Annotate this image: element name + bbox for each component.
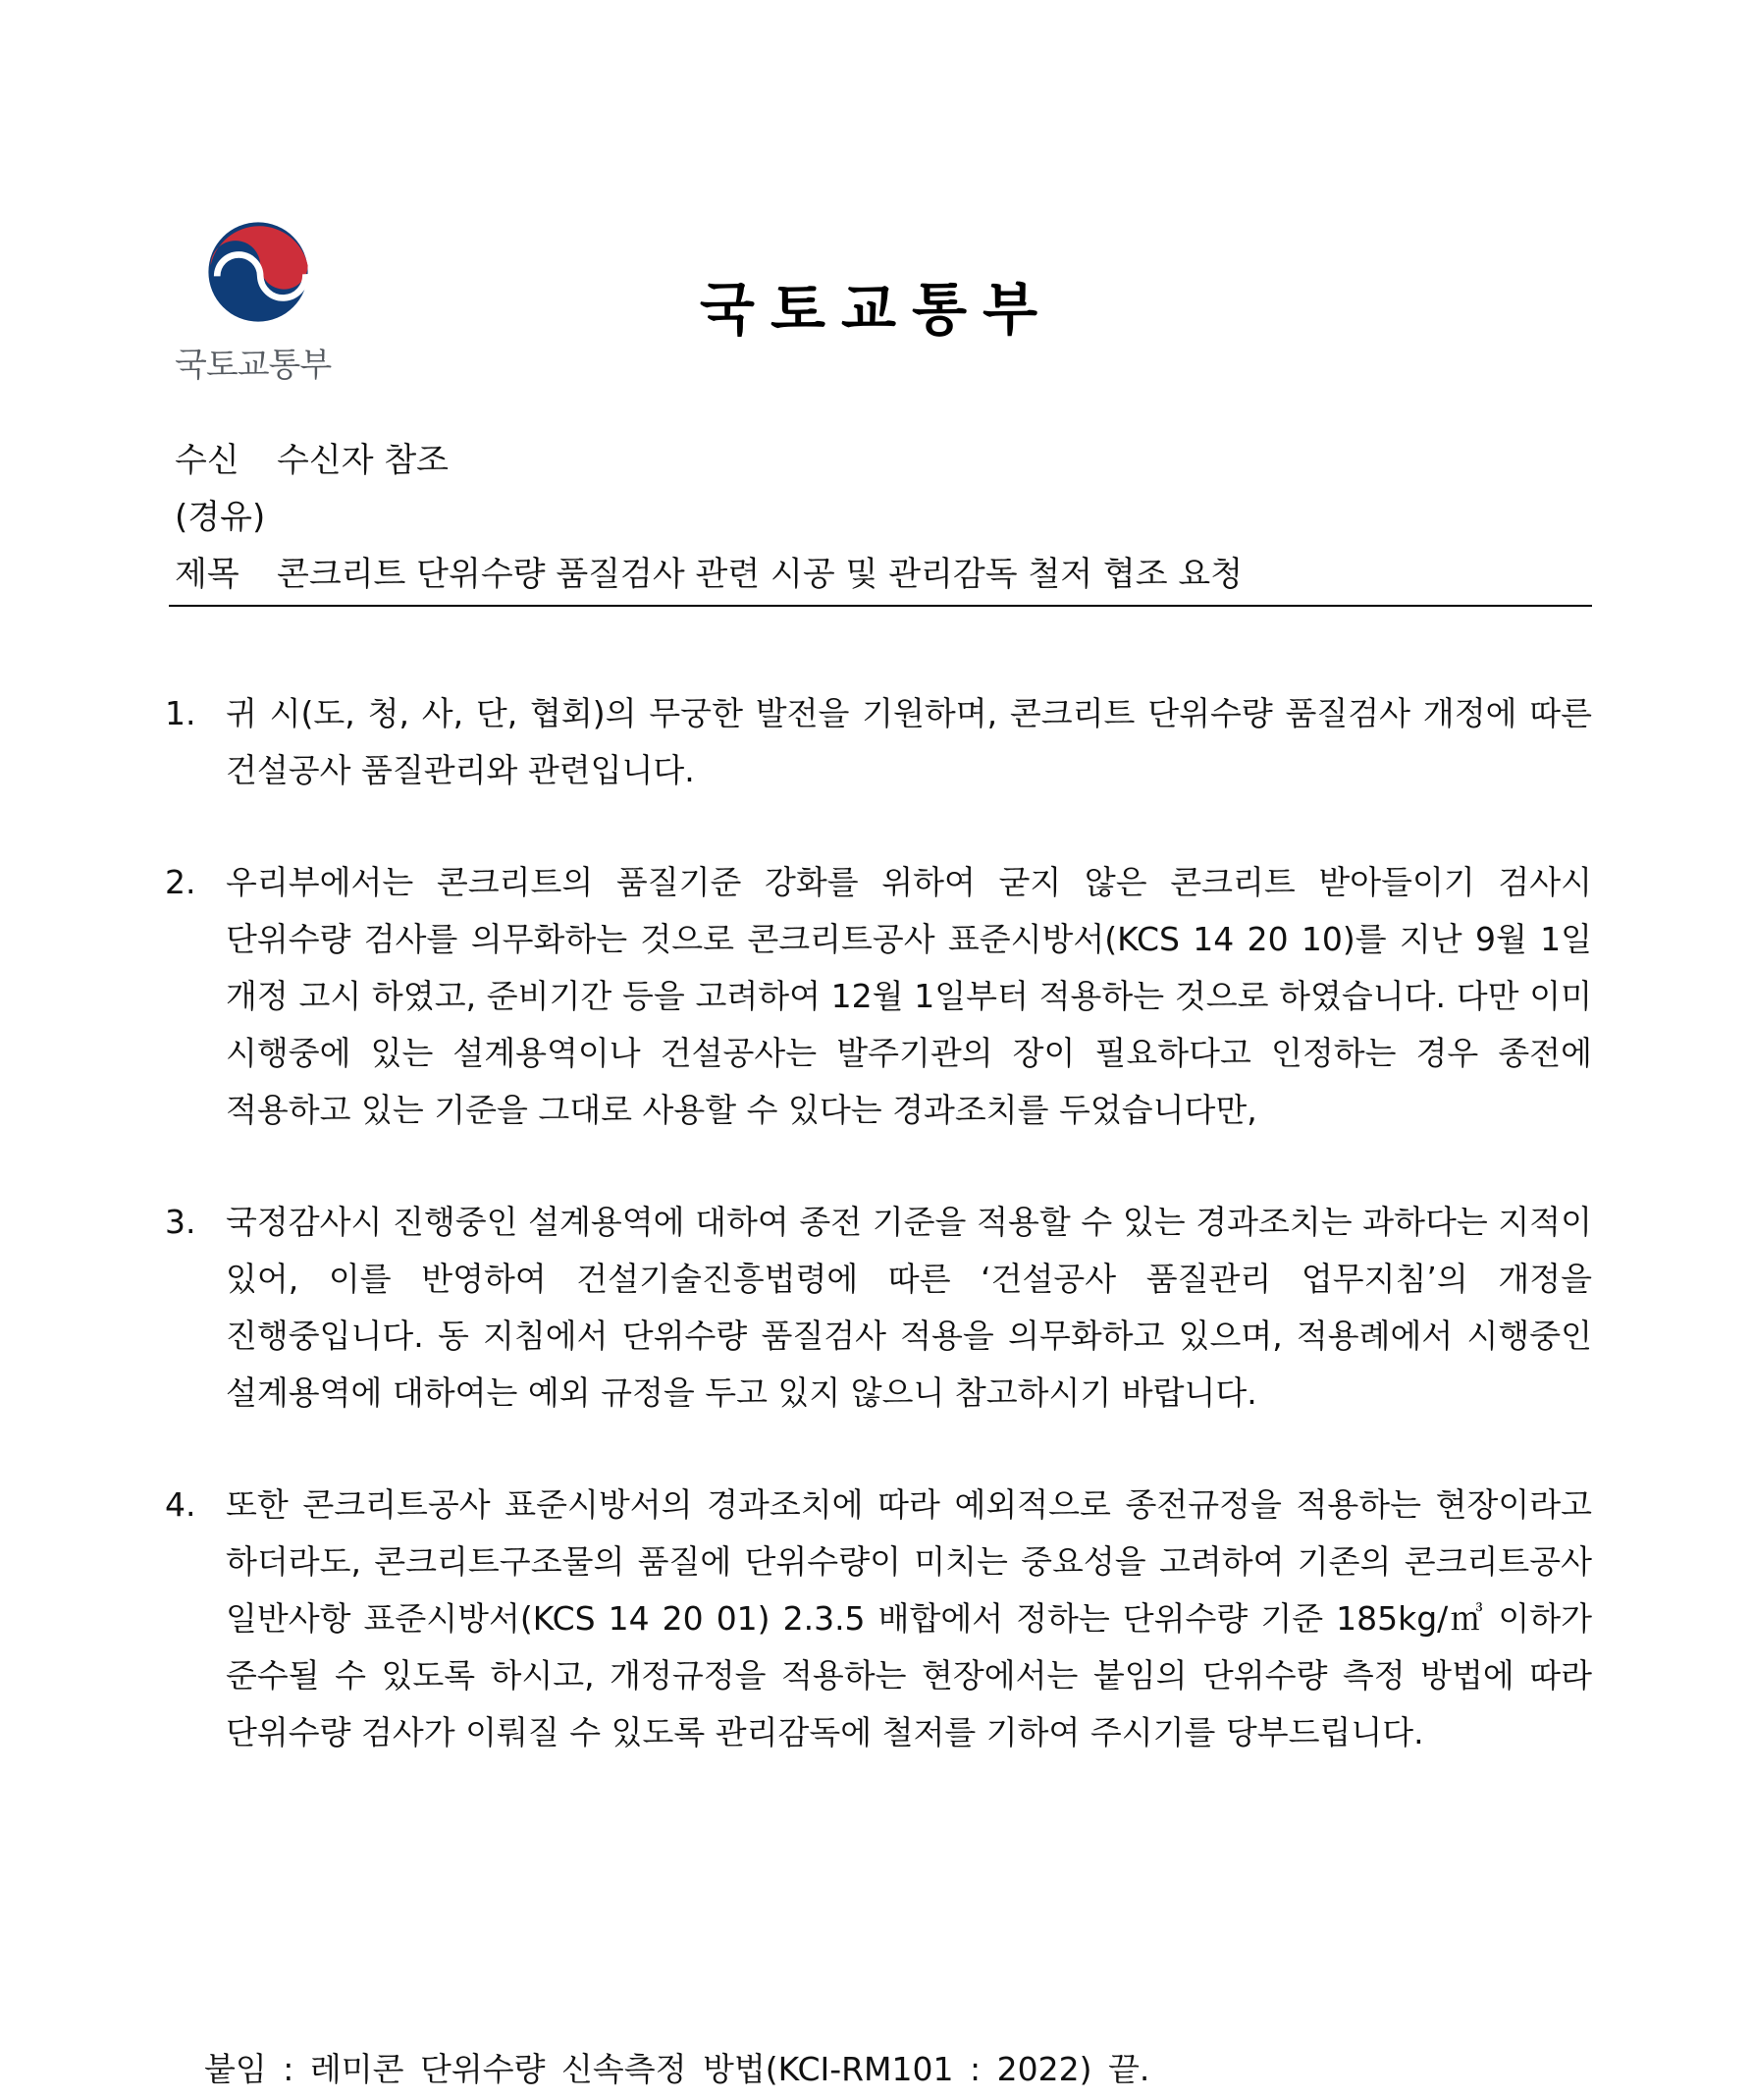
document-meta — [175, 432, 1243, 603]
paragraph-number: 1. — [165, 694, 196, 732]
paragraph-number: 3. — [165, 1203, 196, 1241]
logo-text: 국토교통부 — [175, 346, 332, 385]
paragraph-text: 귀 시(도, 청, 사, 단, 협회)의 무궁한 발전을 기원하며, 콘크리트 단위수량 품질검사 개정에 따른 건설공사 품질관리와 관련입니다. — [226, 694, 1592, 789]
via-row — [175, 489, 1243, 546]
recipient-value: 수신자 참조 — [277, 441, 450, 480]
subject-value: 콘크리트 단위수량 품질검사 관련 시공 및 관리감독 철저 협조 요청 — [277, 555, 1244, 594]
paragraph-text: 또한 콘크리트공사 표준시방서의 경과조치에 따라 예외적으로 종전규정을 적용하는 현장이라고 하더라도, 콘크리트구조물의 품질에 단위수량이 미치는 중요성을 고려하여 기존의 콘크리트공사 일반사항 표준시방서(KCS 14 20 01) 2.3.5 배합에서 정하는 단위수량 기준 185kg/㎥ 이하가 준수될 수 있도록 하시고, 개정규정을 적용하는 현장에서는 붙임의 단위수량 측정 방법에 따라 단위수량 검사가 이뤄질 수 있도록 관리감독에 철저를 기하여 주시기를 당부드립니다. — [226, 1485, 1592, 1751]
paragraph-number: 4. — [165, 1485, 196, 1524]
paragraph-2 — [165, 854, 1592, 1139]
paragraph-number: 2. — [165, 863, 196, 901]
paragraph-3 — [165, 1194, 1592, 1422]
agency-title: 국토교통부 — [699, 276, 1054, 343]
document-body — [165, 685, 1592, 1816]
attachment-line: 붙임 : 레미콘 단위수량 신속측정 방법(KCI-RM101 : 2022) 끝. — [204, 2050, 1150, 2088]
header-divider — [169, 605, 1592, 607]
recipient-row — [175, 432, 1243, 489]
via-label: (경유) — [175, 498, 266, 537]
subject-label: 제목 — [175, 555, 239, 594]
recipient-label: 수신 — [175, 441, 239, 480]
subject-row — [175, 546, 1243, 603]
paragraph-text: 우리부에서는 콘크리트의 품질기준 강화를 위하여 굳지 않은 콘크리트 받아들이기 검사시 단위수량 검사를 의무화하는 것으로 콘크리트공사 표준시방서(KCS 14 20 10)를 지난 9월 1일 개정 고시 하였고, 준비기간 등을 고려하여 12월 1일부터 적용하는 것으로 하였습니다. 다만 이미 시행중에 있는 설계용역이나 건설공사는 발주기관의 장이 필요하다고 인정하는 경우 종전에 적용하고 있는 기준을 그대로 사용할 수 있다는 경과조치를 두었습니다만, — [226, 863, 1592, 1129]
paragraph-text: 국정감사시 진행중인 설계용역에 대하여 종전 기준을 적용할 수 있는 경과조치는 과하다는 지적이 있어, 이를 반영하여 건설기술진흥법령에 따른 ‘건설공사 품질관리 업무지침’의 개정을 진행중입니다. 동 지침에서 단위수량 품질검사 적용을 의무화하고 있으며, 적용례에서 시행중인 설계용역에 대하여는 예외 규정을 두고 있지 않으니 참고하시기 바랍니다. — [226, 1203, 1592, 1412]
paragraph-1 — [165, 685, 1592, 799]
paragraph-4 — [165, 1477, 1592, 1761]
